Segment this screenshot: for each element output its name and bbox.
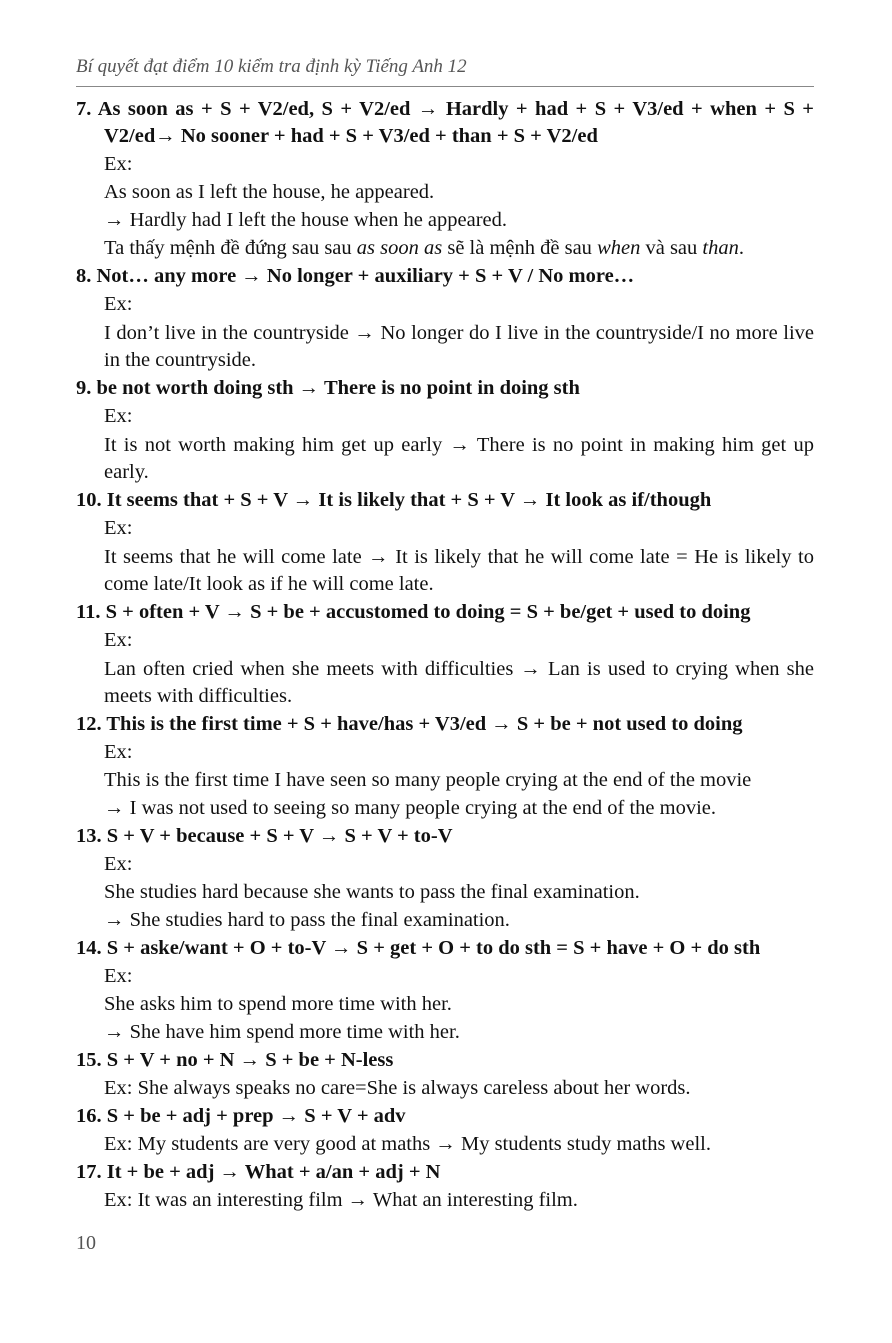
running-header: Bí quyết đạt điểm 10 kiểm tra định kỳ Tiếng Anh 12 [76,56,467,77]
grammar-note: Ta thấy mệnh đề đứng sau sau as soon as sẽ là mệnh đề sau when và sau than. [104,237,744,259]
rule-title: 16. S + be + adj + prep → S + V + adv [76,1105,406,1127]
example-text: She asks him to spend more time with her. [104,993,452,1015]
rule-13 [76,823,814,934]
example-text: Ex: My students are very good at maths → My students study maths well. [104,1133,711,1155]
example-text: Ex: It was an interesting film → What an interesting film. [104,1189,578,1211]
page-content [76,95,814,1214]
rule-title: 14. S + aske/want + O + to-V → S + get + O + to do sth = S + have + O + do sth [76,937,761,959]
rule-title: 13. S + V + because + S + V → S + V + to-V [76,825,453,847]
ex-label: Ex: [104,153,133,175]
example-result: → She studies hard to pass the final examination. [104,909,510,931]
rule-17 [76,1159,814,1214]
rule-12 [76,711,814,822]
example-text: As soon as I left the house, he appeared. [104,181,435,203]
example-text: This is the first time I have seen so many people crying at the end of the movie [104,769,752,791]
ex-label: Ex: [104,405,133,427]
rule-title: 17. It + be + adj → What + a/an + adj + N [76,1161,441,1183]
header-divider [76,86,814,87]
rule-16 [76,1103,814,1158]
rule-8 [76,263,814,374]
ex-label: Ex: [104,853,133,875]
rule-11 [76,599,814,710]
page-number: 10 [76,1232,96,1254]
example-block [76,963,814,1046]
example-block [76,403,814,486]
example-result: → I was not used to seeing so many people crying at the end of the movie. [104,797,717,819]
example-block [76,851,814,934]
example-text: She studies hard because she wants to pass the final examination. [104,881,640,903]
example-result: → Hardly had I left the house when he appeared. [104,209,508,231]
rule-9 [76,375,814,486]
example-block [76,291,814,374]
example-block [76,151,814,262]
ex-label: Ex: [104,517,133,539]
rule-title: 11. S + often + V → S + be + accustomed to doing = S + be/get + used to doing [76,601,751,623]
rule-14 [76,935,814,1046]
rule-title: 12. This is the first time + S + have/has + V3/ed → S + be + not used to doing [76,713,743,735]
ex-label: Ex: [104,965,133,987]
example-block [76,515,814,598]
example-text: It is not worth making him get up early → There is no point in making him get up early. [104,434,814,483]
example-block [76,627,814,710]
example-result: → She have him spend more time with her. [104,1021,460,1043]
rule-title: 15. S + V + no + N → S + be + N-less [76,1049,394,1071]
rule-title: 10. It seems that + S + V → It is likely that + S + V → It look as if/though [76,489,712,511]
example-text: It seems that he will come late → It is likely that he will come late = He is likely to come late/It look as if he will come late. [104,546,814,595]
ex-label: Ex: [104,629,133,651]
ex-label: Ex: [104,741,133,763]
rule-title: 7. As soon as + S + V2/ed, S + V2/ed → Hardly + had + S + V3/ed + when + S + V2/ed→ No sooner + had + S + V3/ed + than + S + V2/ed [76,98,814,147]
rule-10 [76,487,814,598]
example-text: Ex: She always speaks no care=She is always careless about her words. [104,1077,691,1099]
example-block [76,739,814,822]
ex-label: Ex: [104,293,133,315]
example-text: Lan often cried when she meets with difficulties → Lan is used to crying when she meets with difficulties. [104,658,814,707]
example-text: I don’t live in the countryside → No longer do I live in the countryside/I no more live in the countryside. [104,322,814,371]
rule-15 [76,1047,814,1102]
rule-title: 8. Not… any more → No longer + auxiliary + S + V / No more… [76,265,635,287]
rule-7 [76,96,814,262]
rule-title: 9. be not worth doing sth → There is no point in doing sth [76,377,580,399]
